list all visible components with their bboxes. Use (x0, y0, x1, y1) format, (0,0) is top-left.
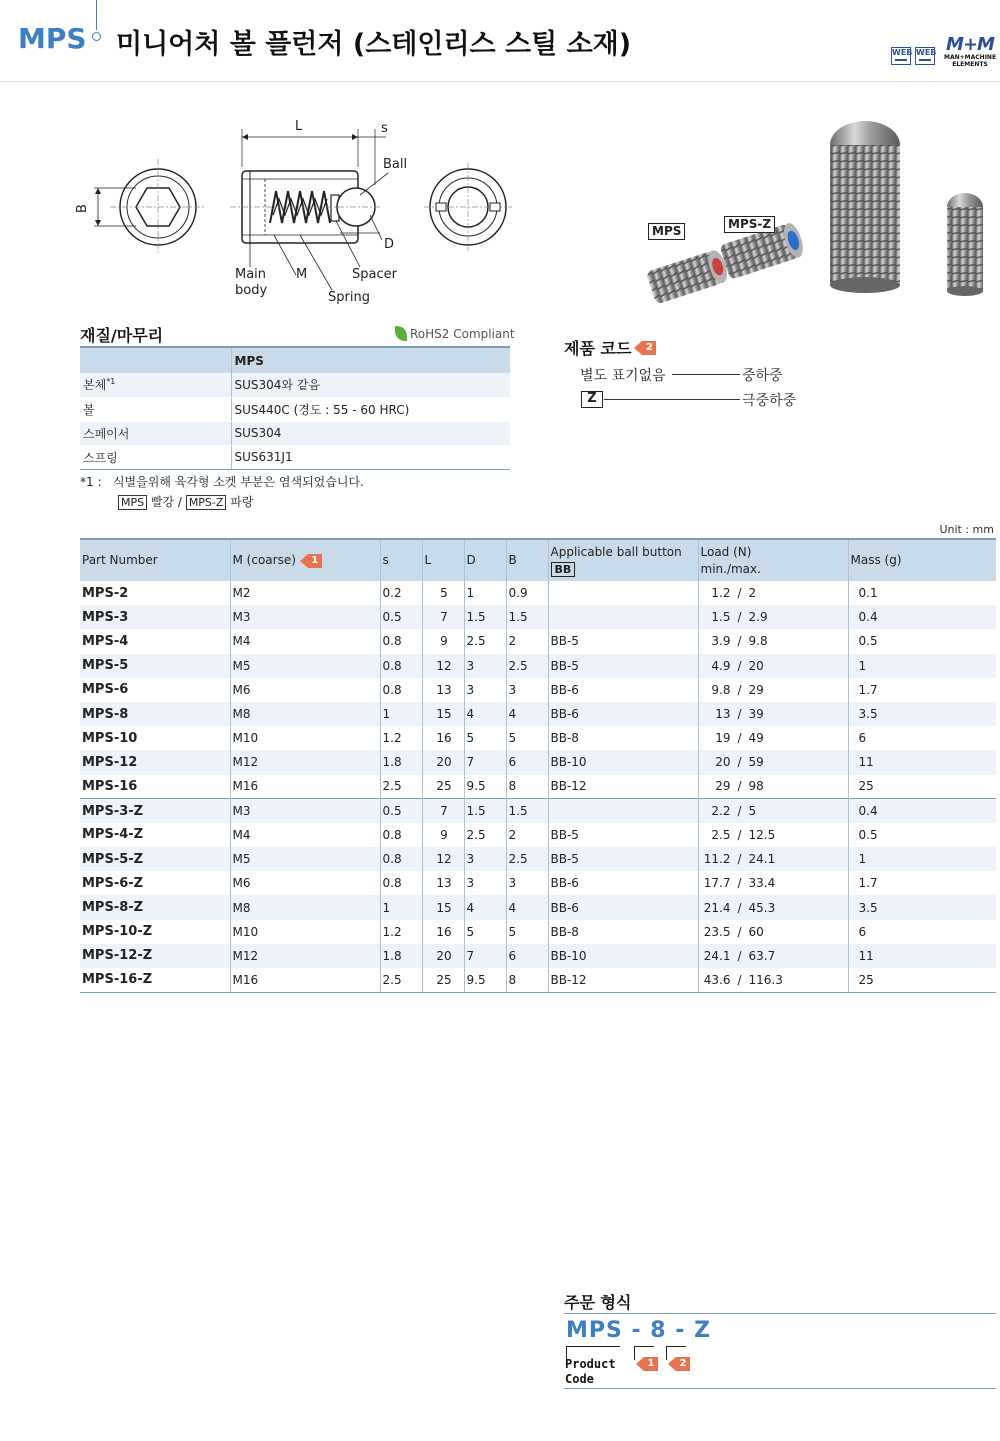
load-cell: 4.9 / 20 (698, 654, 848, 678)
load-min: 1.2 (711, 586, 731, 601)
d-cell: 3 (464, 678, 506, 702)
th-s: s (380, 539, 422, 581)
option1-desc: 중하중 (742, 368, 783, 384)
load-cell: 3.9 / 9.8 (698, 629, 848, 653)
part-number-cell: MPS-5 (80, 654, 230, 678)
mass-cell: 0.5 (858, 827, 878, 842)
mass-cell: 0.4 (848, 799, 996, 823)
ball-button-cell (548, 799, 698, 823)
d-cell: 7 (464, 944, 506, 968)
d-cell: 9.5 (464, 968, 506, 992)
part-number-cell: MPS-8 (80, 702, 230, 726)
b-cell: 2.5 (506, 847, 548, 871)
mass-cell: 3.5 (848, 702, 996, 726)
b-cell: 5 (506, 920, 548, 944)
label-spacer: Spacer (352, 267, 397, 282)
mass-cell: 1.7 (858, 876, 878, 891)
table-row (80, 847, 996, 871)
d-cell: 4 (464, 702, 506, 726)
m-cell: M10 (230, 920, 380, 944)
note-tag-mps: MPS (118, 495, 147, 510)
s-cell: 0.8 (380, 847, 422, 871)
ball-button-cell: BB-6 (548, 678, 698, 702)
load-min: 19 (715, 731, 731, 746)
part-number-cell: MPS-6-Z (80, 871, 230, 895)
ball-button-cell: BB-10 (548, 944, 698, 968)
l-cell: 13 (422, 871, 464, 895)
load-cell: 17.7 / 33.4 (698, 871, 848, 895)
th-ball-button: Applicable ball button BB (548, 539, 698, 581)
table-row (80, 799, 996, 823)
th-d: D (464, 539, 506, 581)
s-cell: 2.5 (380, 968, 422, 992)
load-cell: 23.5 / 60 (698, 920, 848, 944)
note-color-red: 빨강 / (150, 495, 182, 509)
d-cell: 2.5 (464, 629, 506, 653)
material-header-row (80, 347, 510, 373)
unit-label: Unit : mm (939, 523, 994, 536)
mass-cell: 11 (848, 944, 996, 968)
material-part: 볼 (80, 397, 231, 421)
material-title: 재질/마무리 (80, 326, 164, 345)
m-cell: M12 (230, 944, 380, 968)
s-cell: 1.2 (380, 920, 422, 944)
part-number-cell: MPS-3-Z (80, 799, 230, 823)
load-max: 12.5 (748, 827, 776, 842)
m-cell: M6 (230, 871, 380, 895)
load-max: 20 (748, 658, 764, 673)
s-cell: 1.2 (380, 726, 422, 750)
ball-button-cell: BB-5 (548, 654, 698, 678)
load-max: 24.1 (748, 852, 776, 867)
spec-table (80, 538, 996, 993)
load-max: 60 (748, 924, 764, 939)
d-cell: 5 (464, 920, 506, 944)
load-min: 9.8 (711, 682, 731, 697)
part-number-cell: MPS-4-Z (80, 823, 230, 847)
table-row (80, 920, 996, 944)
th-part-number: Part Number (80, 539, 230, 581)
ball-button-cell: BB-5 (548, 629, 698, 653)
material-part: 스페이서 (80, 421, 231, 445)
load-max: 39 (748, 707, 764, 722)
load-cell: 2.5 / 12.5 (698, 823, 848, 847)
ball-button-cell: BB-12 (548, 968, 698, 992)
ball-button-cell: BB-5 (548, 823, 698, 847)
mass-cell: 1 (848, 847, 996, 871)
s-cell: 0.5 (380, 605, 422, 629)
bb-tag: BB (551, 562, 576, 577)
label-M: M (296, 267, 308, 282)
d-cell: 4 (464, 895, 506, 919)
drawing-svg (70, 115, 530, 315)
l-cell: 7 (422, 799, 464, 823)
b-cell: 1.5 (506, 799, 548, 823)
l-cell: 16 (422, 920, 464, 944)
label-D: D (384, 237, 395, 252)
load-max: 49 (748, 731, 764, 746)
b-cell: 1.5 (506, 605, 548, 629)
load-min: 17.7 (703, 876, 731, 891)
b-cell: 0.9 (506, 581, 548, 605)
table-row (80, 629, 996, 653)
m-cell: M16 (230, 775, 380, 799)
th-load: Load (N) min./max. (698, 539, 848, 581)
d-cell: 7 (464, 750, 506, 774)
mass-cell: 25 (858, 779, 874, 794)
label-B: B (74, 204, 90, 213)
ball-button-cell (548, 605, 698, 629)
note-tag-mpsz: MPS-Z (186, 495, 227, 510)
ball-button-cell: BB-10 (548, 750, 698, 774)
order-divider-bottom (564, 1388, 996, 1389)
leaf-icon (395, 326, 407, 341)
l-cell: 15 (422, 895, 464, 919)
ball-button-cell: BB-12 (548, 775, 698, 799)
material-row (80, 445, 510, 469)
part-number-cell: MPS-10 (80, 726, 230, 750)
load-max: 2 (748, 586, 757, 601)
load-max: 33.4 (748, 876, 776, 891)
l-cell: 7 (422, 605, 464, 629)
spec-table-body (80, 581, 996, 992)
m-cell: M12 (230, 750, 380, 774)
ball-button-cell: BB-6 (548, 702, 698, 726)
load-cell: 1.5 / 2.9 (698, 605, 848, 629)
table-row (80, 678, 996, 702)
s-cell: 0.8 (380, 823, 422, 847)
d-cell: 3 (464, 654, 506, 678)
table-row (80, 605, 996, 629)
material-part: 스프링 (80, 445, 231, 469)
rohs-label: RoHS2 Compliant (410, 326, 515, 341)
load-min: 1.5 (711, 610, 731, 625)
load-min: 13 (715, 707, 731, 722)
header-divider (96, 0, 97, 30)
brand-logo (944, 36, 996, 68)
order-title: 주문 형식 (564, 1293, 632, 1312)
s-cell: 0.8 (380, 678, 422, 702)
label-ball: Ball (383, 157, 408, 172)
load-max: 29 (748, 682, 764, 697)
option1-leader (672, 374, 740, 375)
d-cell: 9.5 (464, 775, 506, 799)
option2-leader (604, 399, 740, 400)
mass-cell: 0.1 (858, 586, 878, 601)
load-min: 3.9 (711, 634, 731, 649)
load-max: 9.8 (748, 634, 768, 649)
part-number-cell: MPS-3 (80, 605, 230, 629)
mass-cell: 1.7 (858, 682, 878, 697)
load-max: 98 (748, 779, 764, 794)
load-cell: 43.6 / 116.3 (698, 968, 848, 992)
brand-mark: M+M (946, 34, 994, 55)
l-cell: 12 (422, 654, 464, 678)
table-row (80, 968, 996, 992)
load-cell: 1.2 / 2 (698, 581, 848, 605)
m-cell: M5 (230, 654, 380, 678)
option2-desc: 극중하중 (742, 393, 797, 409)
b-cell: 2 (506, 629, 548, 653)
load-cell: 2.2 / 5 (698, 799, 848, 823)
load-min: 20 (715, 755, 731, 770)
photo-tag-mps: MPS (648, 223, 685, 240)
note-text: 식별을위해 육각형 소켓 부분은 염색되었습니다. (112, 475, 364, 489)
l-cell: 25 (422, 775, 464, 799)
order-divider-top (564, 1313, 996, 1314)
mass-cell: 11 (848, 750, 996, 774)
mass-cell: 6 (858, 731, 867, 746)
load-max: 45.3 (748, 900, 776, 915)
b-cell: 5 (506, 726, 548, 750)
material-value: SUS631J1 (231, 445, 510, 469)
load-min: 23.5 (703, 924, 731, 939)
technical-drawing (70, 115, 530, 315)
load-max: 2.9 (748, 610, 768, 625)
m-cell: M5 (230, 847, 380, 871)
b-cell: 4 (506, 702, 548, 726)
table-row (80, 702, 996, 726)
part-number-cell: MPS-12-Z (80, 944, 230, 968)
table-row (80, 944, 996, 968)
l-cell: 16 (422, 726, 464, 750)
material-row (80, 373, 510, 397)
s-cell: 0.5 (380, 799, 422, 823)
material-table (80, 346, 510, 470)
order-label-line1: Product (565, 1357, 616, 1371)
table-row (80, 581, 996, 605)
page-title: 미니어처 볼 플런저 (스테인리스 스틸 소재) (116, 29, 632, 60)
part-number-cell: MPS-6 (80, 678, 230, 702)
s-cell: 1 (380, 895, 422, 919)
label-s: s (381, 121, 388, 136)
product-photos (640, 115, 1000, 315)
l-cell: 9 (422, 629, 464, 653)
material-header-mps: MPS (231, 347, 510, 373)
d-cell: 3 (464, 847, 506, 871)
mass-cell: 0.5 (858, 634, 878, 649)
part-number-cell: MPS-4 (80, 629, 230, 653)
b-cell: 6 (506, 944, 548, 968)
l-cell: 20 (422, 750, 464, 774)
brand-name: MAN+MACHINE ELEMENTS (944, 54, 997, 68)
s-cell: 0.8 (380, 871, 422, 895)
l-cell: 5 (422, 581, 464, 605)
d-cell: 1.5 (464, 799, 506, 823)
load-cell: 24.1 / 63.7 (698, 944, 848, 968)
l-cell: 20 (422, 944, 464, 968)
part-number-cell: MPS-10-Z (80, 920, 230, 944)
note-line-2 (80, 492, 364, 512)
part-number-cell: MPS-16 (80, 775, 230, 799)
order-label-line2: Code (565, 1372, 594, 1386)
s-cell: 1.8 (380, 750, 422, 774)
table-row (80, 654, 996, 678)
label-main-body: Main body (235, 267, 268, 298)
rohs-badge (395, 326, 515, 341)
ball-button-cell: BB-6 (548, 895, 698, 919)
th-l: L (422, 539, 464, 581)
m-cell: M3 (230, 799, 380, 823)
load-cell: 20 / 59 (698, 750, 848, 774)
ball-button-cell: BB-6 (548, 871, 698, 895)
mass-cell: 6 (858, 924, 867, 939)
ball-button-cell: BB-5 (548, 847, 698, 871)
s-cell: 1.8 (380, 944, 422, 968)
end-view-ball-icon (424, 163, 512, 251)
m-cell: M4 (230, 823, 380, 847)
b-cell: 8 (506, 968, 548, 992)
b-cell: 2.5 (506, 654, 548, 678)
part-number-cell: MPS-16-Z (80, 968, 230, 992)
th-b: B (506, 539, 548, 581)
m-cell: M3 (230, 605, 380, 629)
m-cell: M6 (230, 678, 380, 702)
material-note (80, 472, 364, 512)
material-row (80, 421, 510, 445)
option2-code: Z (581, 391, 603, 408)
product-code-title-text: 제품 코드 (564, 339, 632, 358)
marker-2-icon: 2 (634, 341, 656, 355)
l-cell: 9 (422, 823, 464, 847)
page-header (0, 0, 1000, 82)
s-cell: 1 (380, 702, 422, 726)
load-min: 43.6 (703, 972, 731, 987)
ball-button-cell (548, 581, 698, 605)
material-value: SUS304와 같음 (231, 373, 510, 397)
material-part: 본체$^{*1}$ (80, 373, 231, 397)
mass-cell: 0.4 (848, 605, 996, 629)
load-cell: 9.8 / 29 (698, 678, 848, 702)
m-cell: M8 (230, 702, 380, 726)
load-max: 59 (748, 755, 764, 770)
order-marker-2-icon: 2 (668, 1357, 690, 1371)
material-row (80, 397, 510, 421)
order-label (565, 1357, 616, 1387)
load-cell: 13 / 39 (698, 702, 848, 726)
load-min: 21.4 (703, 900, 731, 915)
d-cell: 3 (464, 871, 506, 895)
s-cell: 0.8 (380, 629, 422, 653)
material-value: SUS440C (경도 : 55 - 60 HRC) (231, 397, 510, 421)
load-max: 116.3 (748, 972, 783, 987)
side-view-icon (230, 129, 388, 290)
load-cell: 19 / 49 (698, 726, 848, 750)
ball-button-cell: BB-8 (548, 726, 698, 750)
note-mark: *1 : (80, 475, 102, 489)
m-cell: M4 (230, 629, 380, 653)
series-code: MPS (18, 22, 87, 55)
load-cell: 29 / 98 (698, 775, 848, 799)
d-cell: 1 (464, 581, 506, 605)
m-cell: M10 (230, 726, 380, 750)
photo-svg (640, 115, 1000, 315)
material-header-blank (80, 347, 231, 373)
table-row (80, 823, 996, 847)
l-cell: 12 (422, 847, 464, 871)
load-max: 63.7 (748, 948, 776, 963)
header-dot-icon (92, 32, 101, 41)
load-min: 2.2 (711, 804, 731, 819)
b-cell: 2 (506, 823, 548, 847)
web-badge-1[interactable]: WEB (891, 47, 911, 65)
b-cell: 3 (506, 871, 548, 895)
l-cell: 15 (422, 702, 464, 726)
l-cell: 25 (422, 968, 464, 992)
part-number-cell: MPS-8-Z (80, 895, 230, 919)
mass-cell: 1 (848, 654, 996, 678)
mass-cell: 25 (848, 968, 996, 992)
mps-photo-icon (646, 248, 731, 304)
load-min: 4.9 (711, 658, 731, 673)
b-cell: 4 (506, 895, 548, 919)
small-plunger-icon (947, 193, 983, 296)
load-cell: 21.4 / 45.3 (698, 895, 848, 919)
b-cell: 6 (506, 750, 548, 774)
web-badge-2[interactable]: WEB (915, 47, 935, 65)
d-cell: 1.5 (464, 605, 506, 629)
d-cell: 5 (464, 726, 506, 750)
part-number-cell: MPS-2 (80, 581, 230, 605)
table-row (80, 750, 996, 774)
table-row (80, 895, 996, 919)
part-number-cell: MPS-5-Z (80, 847, 230, 871)
s-cell: 0.8 (380, 654, 422, 678)
note-line-1 (80, 472, 364, 492)
load-min: 11.2 (703, 852, 731, 867)
s-cell: 2.5 (380, 775, 422, 799)
product-code-title (564, 336, 656, 359)
material-value: SUS304 (231, 421, 510, 445)
th-m: M (coarse) 1 (230, 539, 380, 581)
ball-button-cell: BB-8 (548, 920, 698, 944)
table-row (80, 726, 996, 750)
mass-cell: 3.5 (848, 895, 996, 919)
marker-1-icon: 1 (300, 554, 322, 568)
note-color-blue: 파랑 (230, 495, 254, 509)
m-cell: M2 (230, 581, 380, 605)
label-spring: Spring (328, 290, 370, 305)
end-view-hex-icon (94, 159, 206, 255)
load-min: 2.5 (711, 827, 731, 842)
m-cell: M8 (230, 895, 380, 919)
table-row (80, 775, 996, 799)
load-min: 29 (715, 779, 731, 794)
load-min: 24.1 (703, 948, 731, 963)
m-cell: M16 (230, 968, 380, 992)
th-mass: Mass (g) (848, 539, 996, 581)
b-cell: 8 (506, 775, 548, 799)
option1-code: 별도 표기없음 (580, 368, 666, 384)
d-cell: 2.5 (464, 823, 506, 847)
order-marker-1-icon: 1 (636, 1357, 658, 1371)
l-cell: 13 (422, 678, 464, 702)
load-cell: 11.2 / 24.1 (698, 847, 848, 871)
table-row (80, 871, 996, 895)
load-max: 5 (748, 804, 757, 819)
order-code: MPS - 8 - Z (566, 1318, 712, 1343)
part-number-cell: MPS-12 (80, 750, 230, 774)
label-L: L (295, 119, 303, 134)
photo-tag-mpsz: MPS-Z (724, 216, 775, 233)
b-cell: 3 (506, 678, 548, 702)
spec-header-row (80, 539, 996, 581)
large-plunger-icon (830, 121, 900, 293)
s-cell: 0.2 (380, 581, 422, 605)
